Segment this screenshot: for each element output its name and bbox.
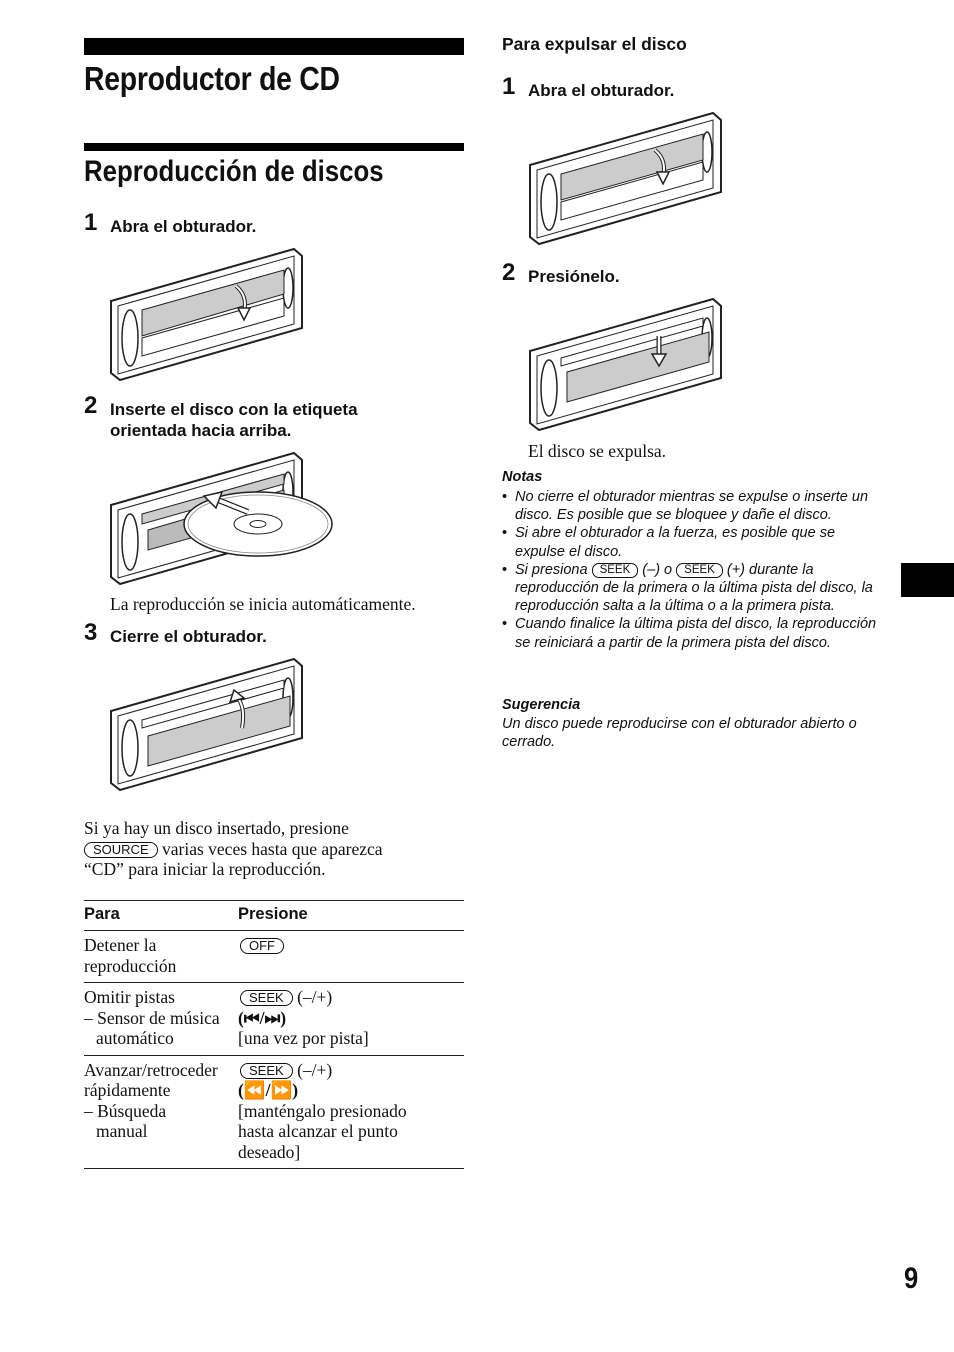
step-text: Abra el obturador. xyxy=(110,217,257,236)
note-text: Si presiona xyxy=(515,561,588,578)
step-text: Cierre el obturador. xyxy=(110,627,267,646)
key-note: deseado] xyxy=(238,1141,301,1162)
seek-button: SEEK xyxy=(592,563,639,578)
track-skip-symbols: (⏮/⏭) xyxy=(238,1007,287,1028)
source-button: SOURCE xyxy=(84,842,158,858)
intro-line1: Si ya hay un disco insertado, presione xyxy=(84,818,349,838)
note-item: • No cierre el obturador mientras se expulse o inserte un disco. Es posible que se bloquee y dañe el disco. xyxy=(502,488,887,524)
seek-button: SEEK xyxy=(240,990,293,1006)
tip-label: Sugerencia xyxy=(502,697,581,713)
intro-line2 xyxy=(84,839,464,860)
note-text: (+) durante la reproducción de la primera o la última pista del disco, la reproducción salta a la última o a la primera pista. xyxy=(515,561,873,615)
step-number: 2 xyxy=(84,392,98,419)
caption-playback-starts: La reproducción se inicia automáticamente. xyxy=(110,594,416,614)
unit-open-shutter-illustration xyxy=(527,110,723,246)
step-text-line1: Inserte el disco con la etiqueta xyxy=(110,400,358,419)
action-line: rápidamente xyxy=(84,1080,171,1100)
header-presione: Presione xyxy=(238,905,308,923)
action-line: Omitir pistas xyxy=(84,987,175,1007)
row-key xyxy=(238,931,464,983)
notes-label: Notas xyxy=(502,469,543,485)
step-number: 2 xyxy=(502,259,516,286)
table-row xyxy=(84,931,464,983)
row-action xyxy=(84,1055,238,1169)
seek-direction: (–/+) xyxy=(297,1059,333,1080)
section-rule xyxy=(84,143,464,151)
note-item xyxy=(502,561,887,616)
action-line: – Búsqueda xyxy=(84,1100,167,1121)
section-tab xyxy=(901,563,954,597)
caption-disc-ejected: El disco se expulsa. xyxy=(528,441,667,461)
unit-insert-disc-illustration xyxy=(108,450,338,586)
note-text: (–) o xyxy=(642,561,673,578)
key-note: [una vez por pista] xyxy=(238,1028,369,1048)
fast-wind-symbols: (⏪/⏩) xyxy=(238,1080,299,1100)
note-item: • Si abre el obturador a la fuerza, es posible que se expulse el disco. xyxy=(502,524,887,560)
page-title: Reproductor de CD xyxy=(84,60,340,97)
table-header-row xyxy=(84,901,464,931)
step-text-line2: orientada hacia arriba. xyxy=(110,421,292,440)
note-item: • Cuando finalice la última pista del disco, la reproducción se reiniciará a partir de la primera pista del disco. xyxy=(502,615,887,651)
seek-direction: (–/+) xyxy=(297,987,333,1007)
key-note: hasta alcanzar el punto xyxy=(238,1121,398,1141)
row-action xyxy=(84,983,238,1056)
step-number: 3 xyxy=(84,619,98,646)
step-number: 1 xyxy=(502,73,516,100)
seek-button: SEEK xyxy=(676,563,723,578)
section-title: Reproducción de discos xyxy=(84,155,384,188)
unit-close-shutter-illustration xyxy=(108,656,304,792)
controls-table xyxy=(84,900,464,1169)
off-button: OFF xyxy=(240,938,284,954)
step-number: 1 xyxy=(84,209,98,236)
table-row xyxy=(84,1055,464,1169)
intro-line2-text: varias veces hasta que aparezca xyxy=(162,838,383,859)
seek-button: SEEK xyxy=(240,1063,293,1079)
table-row xyxy=(84,983,464,1056)
intro-line3: “CD” para iniciar la reproducción. xyxy=(84,859,326,879)
unit-eject-press-illustration xyxy=(527,296,723,432)
row-key xyxy=(238,1055,464,1169)
action-line: Detener la xyxy=(84,935,157,955)
header-para: Para xyxy=(84,905,120,923)
action-line: reproducción xyxy=(84,955,177,976)
eject-heading: Para expulsar el disco xyxy=(502,34,687,54)
action-line: – Sensor de música xyxy=(84,1007,220,1028)
tip-text: Un disco puede reproducirse con el obturador abierto o cerrado. xyxy=(502,716,857,751)
notes-list xyxy=(502,488,887,652)
action-line: manual xyxy=(96,1121,148,1141)
action-line: automático xyxy=(96,1028,174,1048)
key-note: [manténgalo presionado xyxy=(238,1100,407,1121)
title-rule xyxy=(84,38,464,55)
step-text: Presiónelo. xyxy=(528,267,620,286)
action-line: Avanzar/retroceder xyxy=(84,1059,218,1080)
intro-paragraph xyxy=(84,818,464,880)
row-key xyxy=(238,983,464,1056)
row-action xyxy=(84,931,238,983)
unit-open-shutter-illustration xyxy=(108,246,304,382)
step-text: Abra el obturador. xyxy=(528,81,675,100)
page-number: 9 xyxy=(904,1262,919,1295)
